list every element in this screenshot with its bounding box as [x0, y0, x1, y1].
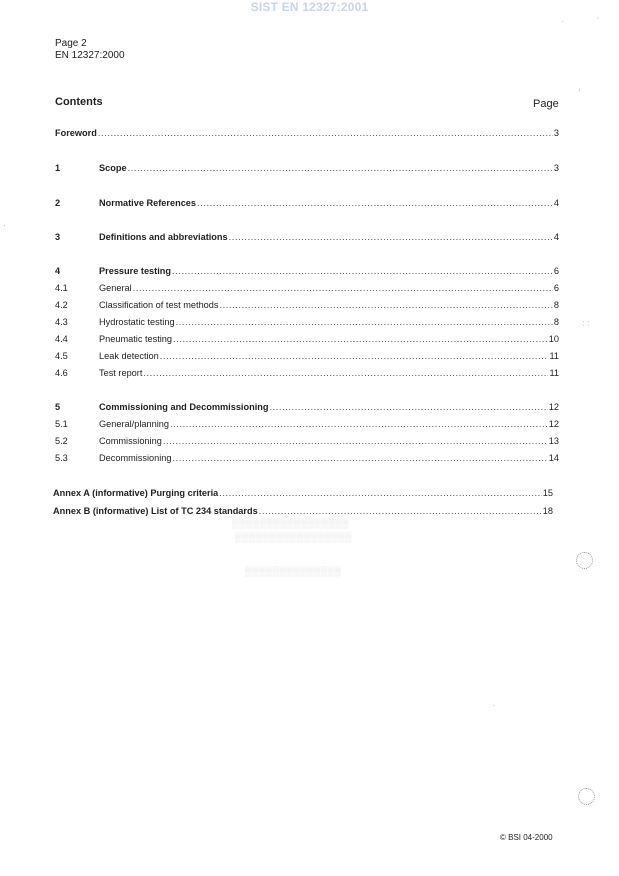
toc-entry — [55, 436, 559, 447]
toc-entry-number: 4 — [55, 266, 61, 276]
faint-stamp-mark: ▒▒▒▒▒▒▒▒▒▒▒▒▒▒▒▒▒ — [232, 518, 349, 528]
contents-title: Contents — [55, 96, 103, 108]
toc-entry — [55, 283, 559, 294]
scan-speck: · — [3, 220, 6, 230]
page-number: Page 2 — [55, 38, 87, 49]
toc-entry-number: 1 — [55, 163, 61, 173]
scan-speck: · — [561, 16, 564, 26]
toc-entry — [55, 266, 559, 277]
toc-entry-line — [99, 334, 559, 345]
toc-entry-line — [99, 436, 559, 447]
scan-speck: , — [578, 82, 581, 92]
toc-entry-title: Pressure testing — [99, 266, 171, 276]
toc-entry — [55, 368, 559, 379]
toc-entry-number: 2 — [55, 198, 61, 208]
page-header — [55, 38, 125, 62]
toc-entry-line — [99, 300, 559, 311]
toc-entry — [55, 163, 559, 174]
toc-entry-title: Normative References — [99, 198, 197, 208]
toc-entry-page: 14 — [548, 453, 559, 463]
toc-entry-line — [99, 232, 559, 243]
toc-entry-page: 4 — [553, 232, 559, 242]
toc-entry-line — [99, 198, 559, 209]
dot-leader — [160, 351, 549, 362]
toc-entry-line — [99, 163, 559, 174]
toc-entry-page: 8 — [553, 300, 559, 310]
toc-entry-line — [99, 453, 559, 464]
dot-leader — [229, 232, 553, 243]
dot-leader — [172, 266, 553, 277]
scan-speck: · — [492, 700, 495, 710]
toc-entry-title: Leak detection — [99, 351, 159, 361]
toc-entry-line — [99, 368, 559, 379]
toc-entry-line — [53, 488, 553, 499]
scan-ring-mark — [578, 788, 595, 805]
toc-entry — [55, 506, 559, 517]
scan-speck: : : — [582, 318, 590, 328]
toc-entry — [55, 351, 559, 362]
toc-entry — [55, 300, 559, 311]
toc-entry-number: 3 — [55, 232, 61, 242]
toc-entry-page: 8 — [553, 317, 559, 327]
toc-entry-title: Scope — [99, 163, 127, 173]
toc-entry-line — [99, 351, 559, 362]
toc-entry — [55, 453, 559, 464]
scan-ring-mark — [576, 552, 593, 569]
faint-stamp-mark: ▒▒▒▒▒▒▒▒▒▒▒▒▒▒ — [245, 566, 342, 576]
toc-entry-page: 11 — [549, 368, 559, 378]
toc-entry-line — [53, 506, 553, 517]
toc-entry-title: Test report — [99, 368, 143, 378]
scan-speck: ` — [596, 16, 599, 26]
toc-entry-line — [55, 128, 559, 139]
toc-entry-number: 4.4 — [55, 334, 68, 344]
toc-entry-page: 12 — [548, 402, 559, 412]
toc-entry-number: 4.5 — [55, 351, 68, 361]
toc-entry-page: 3 — [553, 128, 559, 138]
toc-entry-line — [99, 419, 559, 430]
toc-entry-number: 4.6 — [55, 368, 68, 378]
toc-entry-page: 10 — [548, 334, 559, 344]
dot-leader — [98, 128, 553, 139]
dot-leader — [219, 488, 542, 499]
toc-entry-title: Annex A (informative) Purging criteria — [53, 488, 219, 498]
toc-entry-title: Pneumatic testing — [99, 334, 173, 344]
dot-leader — [173, 453, 548, 464]
toc-entry-title: General/planning — [99, 419, 169, 429]
standard-id: EN 12327:2000 — [55, 50, 125, 61]
toc-entry-page: 12 — [548, 419, 559, 429]
dot-leader — [173, 334, 548, 345]
copyright-footer: © BSI 04-2000 — [500, 833, 553, 842]
dot-leader — [176, 317, 553, 328]
dot-leader — [269, 402, 547, 413]
toc-entry-page: 11 — [549, 351, 559, 361]
toc-entry-number: 4.3 — [55, 317, 68, 327]
dot-leader — [128, 163, 553, 174]
dot-leader — [163, 436, 548, 447]
faint-stamp-mark: ▒▒▒▒▒▒▒▒▒▒▒▒▒▒▒▒▒ — [235, 532, 352, 542]
toc-entry-title: Annex B (informative) List of TC 234 standards — [53, 506, 258, 516]
watermark: SIST EN 12327:2001 — [250, 0, 369, 14]
dot-leader — [197, 198, 553, 209]
dot-leader — [133, 283, 553, 294]
page-column-label: Page — [533, 98, 559, 110]
toc-entry — [55, 232, 559, 243]
toc-entry-page: 4 — [553, 198, 559, 208]
toc-entry-page: 15 — [542, 488, 553, 498]
toc-entry-line — [99, 402, 559, 413]
toc-entry-title: Classification of test methods — [99, 300, 219, 310]
toc-entry-page: 6 — [553, 266, 559, 276]
dot-leader — [143, 368, 548, 379]
toc-entry — [55, 402, 559, 413]
toc-entry-number: 4.1 — [55, 283, 68, 293]
toc-entry — [55, 317, 559, 328]
toc-entry — [55, 334, 559, 345]
toc-entry-page: 3 — [553, 163, 559, 173]
dot-leader — [220, 300, 553, 311]
toc-entry-title: Foreword — [55, 128, 97, 138]
toc-entry-line — [99, 266, 559, 277]
toc-entry-number: 5.2 — [55, 436, 68, 446]
toc-entry-number: 5 — [55, 402, 61, 412]
dot-leader — [170, 419, 548, 430]
toc-entry — [55, 419, 559, 430]
toc-entry-title: Definitions and abbreviations — [99, 232, 228, 242]
dot-leader — [259, 506, 542, 517]
toc-entry-page: 6 — [553, 283, 559, 293]
toc-entry — [55, 128, 559, 139]
toc-entry-number: 4.2 — [55, 300, 68, 310]
toc-entry — [55, 488, 559, 499]
toc-entry — [55, 198, 559, 209]
toc-entry-line — [99, 317, 559, 328]
toc-entry-line — [99, 283, 559, 294]
toc-entry-title: General — [99, 283, 132, 293]
toc-entry-page: 18 — [542, 506, 553, 516]
toc-entry-title: Commissioning and Decommissioning — [99, 402, 269, 412]
toc-entry-title: Decommissioning — [99, 453, 172, 463]
toc-entry-page: 13 — [548, 436, 559, 446]
toc-entry-title: Hydrostatic testing — [99, 317, 175, 327]
toc-entry-number: 5.3 — [55, 453, 68, 463]
toc-entry-title: Commissioning — [99, 436, 162, 446]
toc-entry-number: 5.1 — [55, 419, 68, 429]
